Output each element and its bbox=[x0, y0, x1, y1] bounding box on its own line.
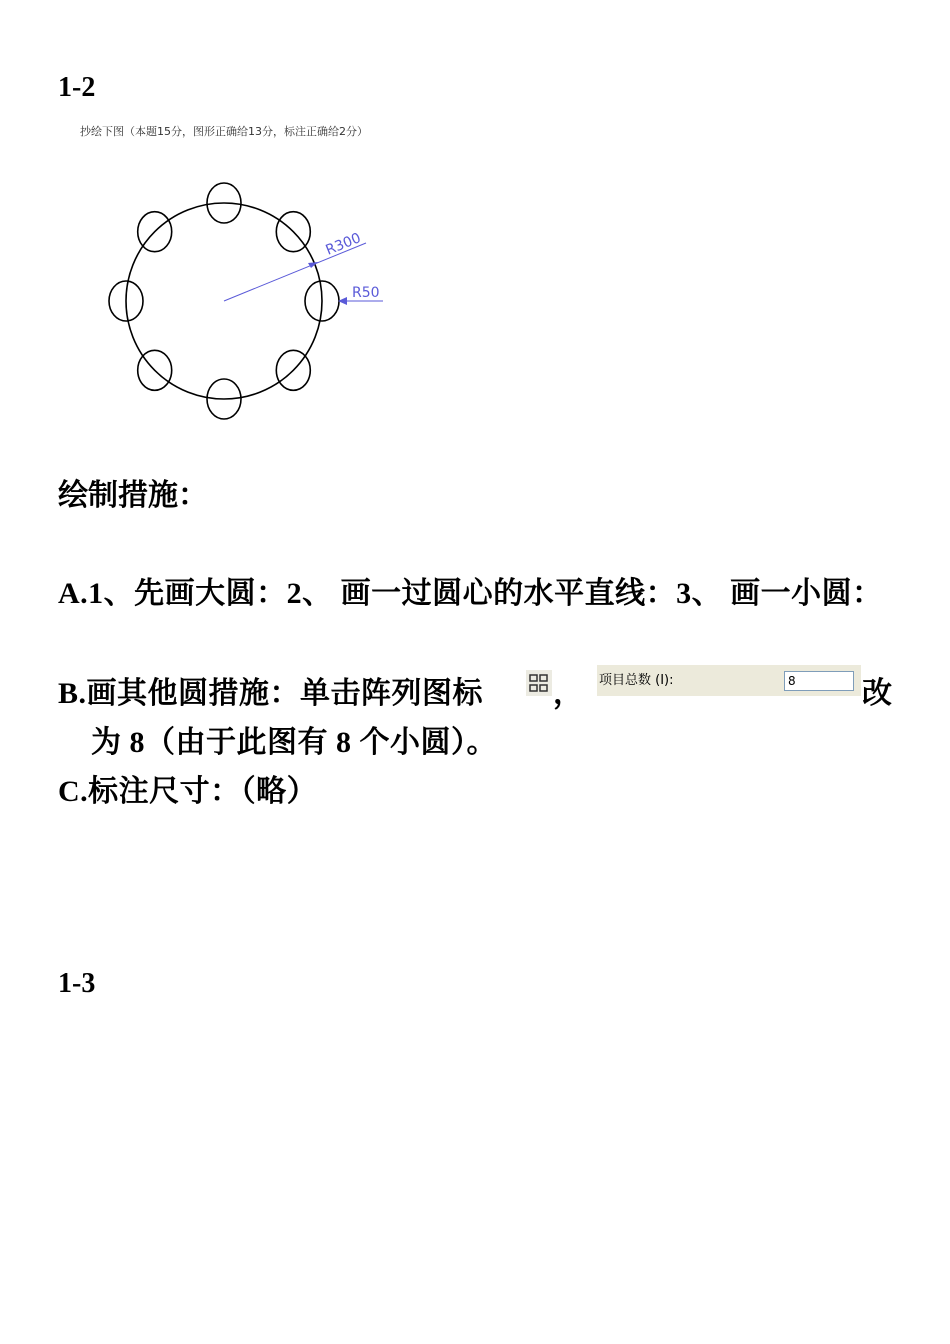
steps-heading: 绘制措施： bbox=[58, 479, 208, 512]
step-c-text: C.标注尺寸：（略） bbox=[58, 775, 318, 808]
step-b-text bbox=[58, 668, 483, 712]
section-title-1-2: 1-2 bbox=[58, 72, 96, 103]
circle-array-drawing bbox=[0, 0, 950, 460]
step-b-comma: ， bbox=[553, 677, 584, 710]
step-a-text: A.1、先画大圆：2、 画一过圆心的水平直线：3、 画一小圆： bbox=[58, 577, 883, 610]
array-grid-icon[interactable] bbox=[526, 670, 552, 696]
item-count-input[interactable]: 8 bbox=[784, 671, 854, 691]
step-b-line2: 为 8（由于此图有 8 个小圆）。 bbox=[91, 726, 497, 759]
section-title-1-3: 1-3 bbox=[58, 968, 96, 999]
step-b-suffix: 改 bbox=[862, 677, 893, 710]
array-count-panel bbox=[597, 665, 861, 696]
figure-caption: 抄绘下图（本题15分，图形正确给13分，标注正确给2分） bbox=[80, 125, 368, 138]
step-b-prefix: B.画其他圆措施：单击阵列图标 bbox=[58, 677, 484, 710]
r300-label: R300 bbox=[323, 230, 364, 259]
item-count-label: 项目总数 (I): bbox=[599, 673, 674, 688]
r50-label: R50 bbox=[352, 285, 380, 301]
